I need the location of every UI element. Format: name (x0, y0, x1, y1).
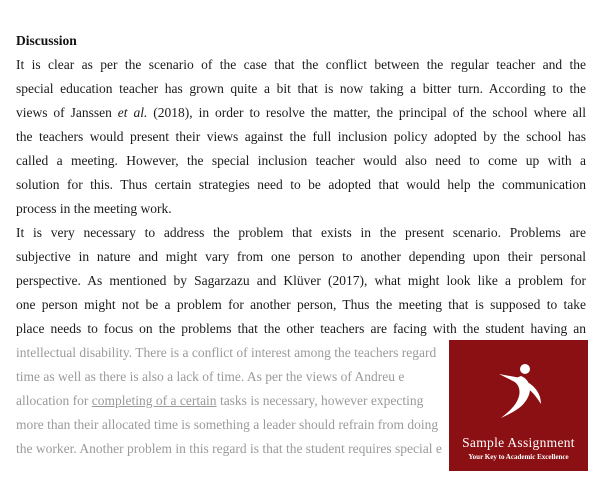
sample-assignment-watermark (449, 340, 588, 471)
text-run: views of Janssen (16, 105, 118, 120)
graduate-figure-icon (491, 360, 547, 422)
text-line: called a meeting. However, the special inclusion teacher would also need to come up with a (16, 153, 586, 168)
text-line: more than their allocated time is something a leader should refrain from doing (16, 417, 439, 432)
text-run: allocation for (16, 393, 92, 408)
text-line: It is clear as per the scenario of the case that the conflict between the regular teacher and the (16, 57, 586, 72)
paragraph-1 (16, 53, 586, 221)
text-line: the worker. Another problem in this regard is that the student requires special e (16, 441, 442, 456)
text-line: solution for this. Thus certain strategies need to be adopted that would help the communication (16, 177, 586, 192)
text-run: (2018), in order to resolve the matter, the principal of the school where all (147, 105, 586, 120)
text-line: perspective. As mentioned by Sagarzazu and Klüver (2017), what might look like a problem for (16, 273, 586, 288)
text-line (16, 101, 586, 125)
text-line: the teachers would present their views against the full inclusion policy adopted by the school has (16, 129, 586, 144)
text-line: special education teacher has grown quite a bit that is now taking a bitter turn. According to the (16, 81, 586, 96)
text-line: intellectual disability. There is a conflict of interest among the teachers regard (16, 345, 437, 360)
italic-text: et al. (117, 105, 148, 120)
text-line: place needs to focus on the problems that the other teachers are facing with the student having an (16, 321, 586, 336)
section-heading: Discussion (16, 33, 77, 48)
text-line: one person might not be a problem for another person, Thus the meeting that is supposed to take (16, 297, 586, 312)
text-line: time as well as there is also a lack of time. As per the views of Andreu e (16, 369, 405, 384)
watermark-title: Sample Assignment (462, 435, 575, 450)
text-line: process in the meeting work. (16, 201, 172, 216)
underlined-text: completing of a certain (91, 393, 217, 408)
text-line: It is very necessary to address the problem that exists in the present scenario. Problems are (16, 225, 586, 240)
text-run: tasks is necessary, however expecting (216, 393, 424, 408)
text-line: subjective in nature and might vary from one person to another depending upon their personal (16, 249, 586, 264)
watermark-tagline: Your Key to Academic Excellence (468, 453, 569, 461)
